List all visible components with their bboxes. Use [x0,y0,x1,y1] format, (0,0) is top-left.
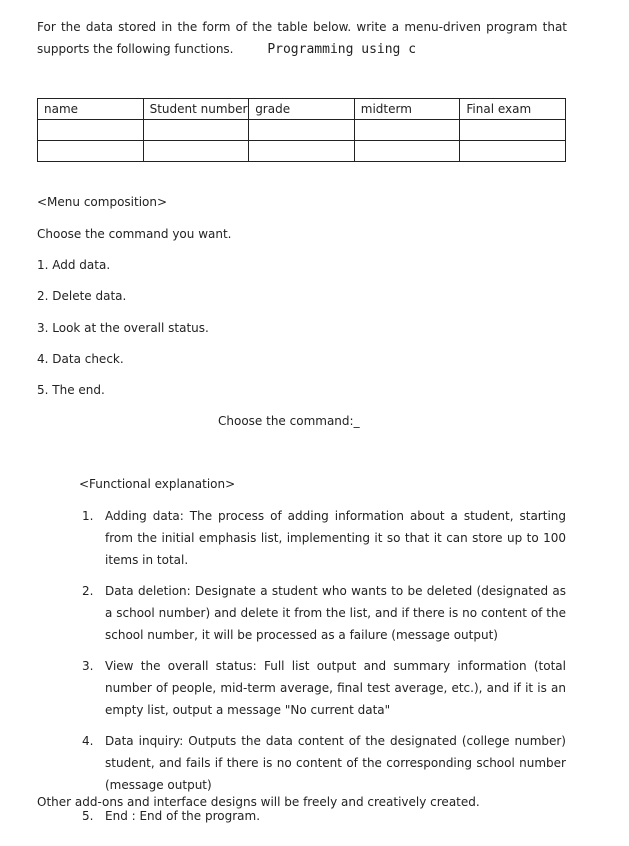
list-item-number: 5. [82,809,94,823]
functional-list [82,505,566,836]
menu-item-status: 3. Look at the overall status. [37,321,209,335]
list-item-text: View the overall status: Full list output and summary information (total number of people, mid-term average, final test average, etc.), and if it is an empty list, output a message "No current data" [105,659,566,717]
table-cell [460,120,566,141]
list-item-text: Adding data: The process of adding information about a student, starting from the initial emphasis list, implementing it so that it can store up to 100 items in total. [105,509,566,567]
intro-subtitle: Programming using c [267,42,417,57]
table-cell [249,141,355,162]
table-cell [460,141,566,162]
list-item-text: End : End of the program. [105,809,261,823]
list-item [82,505,566,571]
assignment-intro [37,16,567,61]
header-grade: grade [249,99,355,120]
menu-item-delete: 2. Delete data. [37,289,127,303]
list-item [82,730,566,796]
menu-item-check: 4. Data check. [37,352,124,366]
table-cell [143,120,249,141]
header-student-number: Student number [143,99,249,120]
table-cell [354,120,460,141]
student-data-table [37,98,566,162]
footer-note: Other add-ons and interface designs will be freely and creatively created. [37,795,480,809]
menu-item-end: 5. The end. [37,383,105,397]
list-item-text: Data inquiry: Outputs the data content of the designated (college number) student, and fails if there is no content of the corresponding school number (message output) [105,734,566,792]
list-item-number: 2. [82,584,94,598]
table-cell [38,141,144,162]
menu-item-add: 1. Add data. [37,258,111,272]
header-final-exam: Final exam [460,99,566,120]
menu-instruction: Choose the command you want. [37,227,232,241]
header-midterm: midterm [354,99,460,120]
list-item [82,580,566,646]
list-item [82,655,566,721]
table-cell [354,141,460,162]
list-item-number: 3. [82,659,94,673]
table-cell [249,120,355,141]
intro-text: For the data stored in the form of the table below. write a menu-driven program that supports the following functions. [37,20,567,56]
menu-title: <Menu composition> [37,195,168,209]
command-prompt: Choose the command:_ [218,414,360,428]
functional-title: <Functional explanation> [79,477,236,491]
list-item-number: 1. [82,509,94,523]
list-item-number: 4. [82,734,94,748]
table-header-row [38,99,566,120]
table-cell [143,141,249,162]
table-row [38,120,566,141]
list-item-text: Data deletion: Designate a student who wants to be deleted (designated as a school number) and delete it from the list, and if there is no content of the school number, it will be processed as a failure (message output) [105,584,566,642]
table-cell [38,120,144,141]
header-name: name [38,99,144,120]
table-row [38,141,566,162]
